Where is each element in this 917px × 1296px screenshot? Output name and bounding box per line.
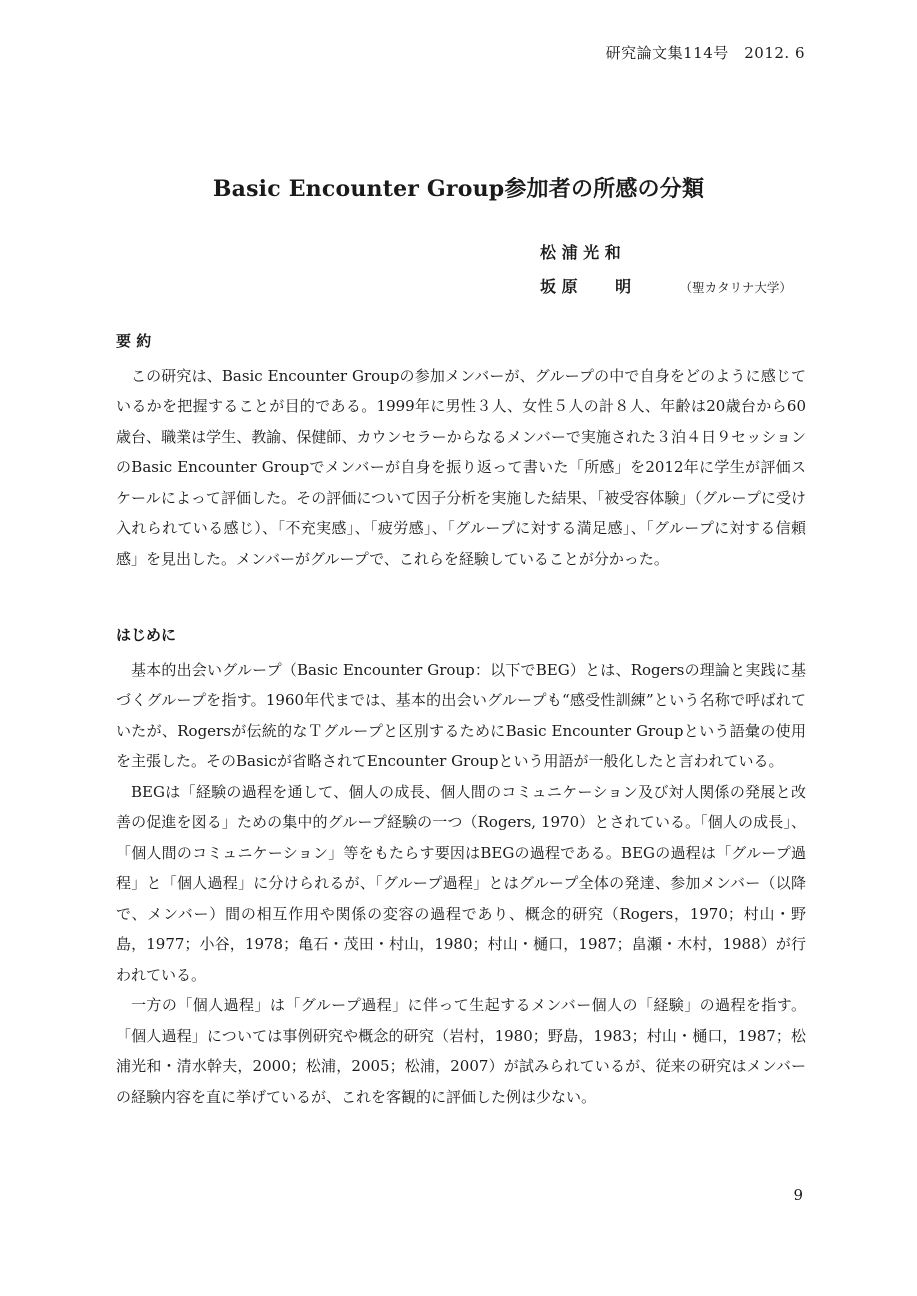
page-number: 9 <box>793 1186 803 1204</box>
paper-title: Basic Encounter Group参加者の所感の分類 <box>212 176 705 202</box>
abstract-section <box>116 326 806 574</box>
journal-header: 研究論文集114号 2012. 6 <box>605 44 805 62</box>
intro-paragraph: 基本的出会いグループ（Basic Encounter Group：以下でBEG）とは、Rogersの理論と実践に基づくグループを指す。1960年代までは、基本的出会いグループも“感受性訓練”という名称で呼ばれていたが、Rogersが伝統的なＴグループと区別するためにBasic Encounter Groupという語彙の使用を主張した。そのBasicが省略されてEncounter Groupという用語が一般化したと言われている。 <box>116 660 806 770</box>
author-name: 松 浦 光 和 <box>540 243 621 262</box>
intro-paragraph: BEGは「経験の過程を通して、個人の成長、個人間のコミュニケーション及び対人関係の発展と改善の促進を図る」ための集中的グループ経験の一つ（Rogers, 1970）とされている。「個人の成長」、「個人間のコミュニケーション」等をもたらす要因はBEGの過程である。BEGの過程は「グループ過程」と「個人過程」に分けられるが、「グループ過程」とはグループ全体の発達、参加メンバー（以降で、メンバー）間の相互作用や関係の変容の過程であり、概念的研究（Rogers，1970；村山・野島，1977；小谷，1978；亀石・茂田・村山，1980；村山・樋口，1987；畠瀬・木村，1988）が行われている。 <box>116 782 806 984</box>
intro-section <box>116 620 806 1112</box>
abstract-heading: 要 約 <box>116 332 152 350</box>
intro-paragraph: 一方の「個人過程」は「グループ過程」に伴って生起するメンバー個人の「経験」の過程を指す。「個人過程」については事例研究や概念的研究（岩村，1980；野島，1983；村山・樋口，1987；松浦光和・清水幹夫，2000；松浦，2005；松浦，2007）が試みられているが、従来の研究はメンバーの経験内容を直に挙げているが、これを客観的に評価した例は少ない。 <box>116 996 806 1106</box>
intro-heading: はじめに <box>116 626 177 644</box>
author-name: 坂 原 明 <box>540 277 632 296</box>
author-block <box>540 236 792 304</box>
author-row <box>540 270 792 304</box>
author-row <box>540 236 792 270</box>
author-affiliation: （聖カタリナ大学） <box>679 280 792 295</box>
abstract-paragraph: この研究は、Basic Encounter Groupの参加メンバーが、グループの中で自身をどのように感じているかを把握することが目的である。1999年に男性３人、女性５人の計８人、年齢は20歳台から60歳台、職業は学生、教諭、保健師、カウンセラーからなるメンバーで実施された３泊４日９セッションのBasic Encounter Groupでメンバーが自身を振り返って書いた「所感」を2012年に学生が評価スケールによって評価した。その評価について因子分析を実施した結果、「被受容体験」（グループに受け入れられている感じ）、「不充実感」、「疲労感」、「グループに対する満足感」、「グループに対する信頼感」を見出した。メンバーがグループで、これらを経験していることが分かった。 <box>116 366 806 568</box>
